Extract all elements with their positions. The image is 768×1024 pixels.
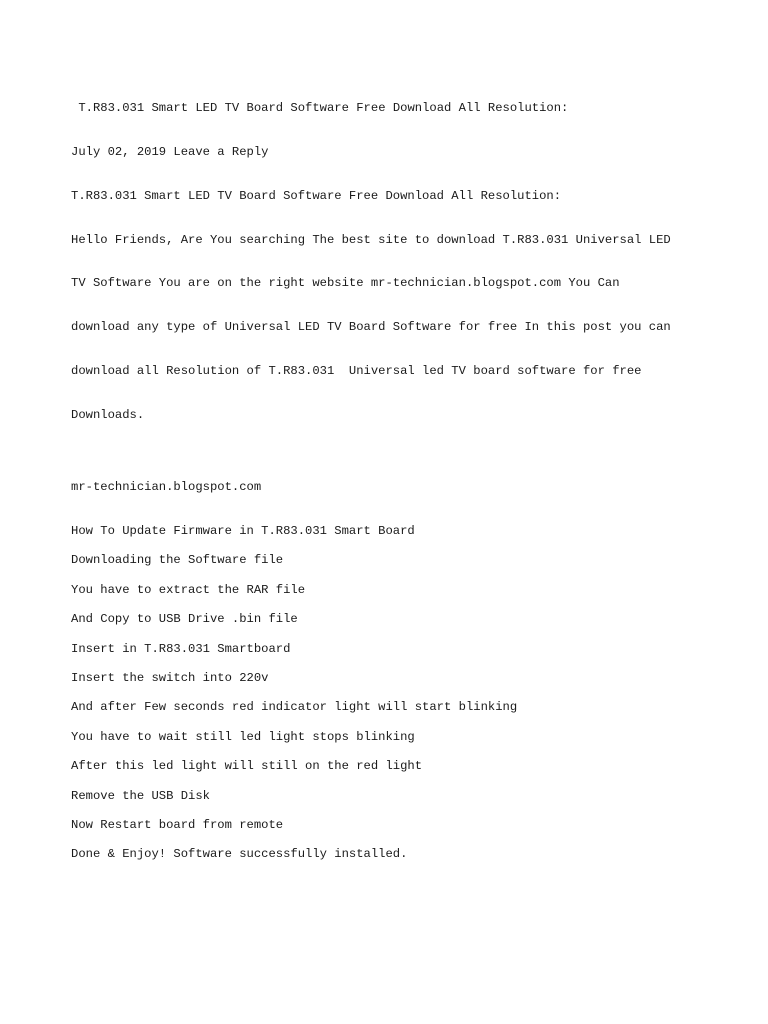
step-item: You have to wait still led light stops blinking (71, 729, 415, 744)
intro-line: Hello Friends, Are You searching The best site to download T.R83.031 Universal LED (71, 232, 671, 247)
step-item: After this led light will still on the red light (71, 759, 423, 774)
step-item: Now Restart board from remote (71, 817, 284, 832)
document-page (71, 72, 711, 889)
step-item: And Copy to USB Drive .bin file (71, 612, 298, 627)
intro-line: download any type of Universal LED TV Board Software for free In this post you can (71, 320, 671, 335)
intro-line: download all Resolution of T.R83.031 Universal led TV board software for free (71, 363, 642, 378)
step-item: Insert the switch into 220v (71, 670, 269, 685)
step-item: You have to extract the RAR file (71, 582, 306, 597)
step-item: Done & Enjoy! Software successfully installed. (71, 847, 408, 862)
step-item: How To Update Firmware in T.R83.031 Smart Board (71, 524, 415, 539)
step-item: Remove the USB Disk (71, 788, 210, 803)
post-meta: July 02, 2019 Leave a Reply (71, 144, 269, 159)
intro-line: Downloads. (71, 407, 145, 422)
update-steps-list (71, 524, 711, 877)
step-item: And after Few seconds red indicator light will start blinking (71, 700, 518, 715)
post-title: T.R83.031 Smart LED TV Board Software Free Download All Resolution: (71, 101, 569, 116)
post-subtitle: T.R83.031 Smart LED TV Board Software Free Download All Resolution: (71, 188, 562, 203)
step-item: Downloading the Software file (71, 553, 284, 568)
site-url: mr-technician.blogspot.com (71, 480, 262, 495)
step-item: Insert in T.R83.031 Smartboard (71, 641, 291, 656)
post-header (71, 72, 711, 451)
intro-line: TV Software You are on the right website mr-technician.blogspot.com You Can (71, 276, 620, 291)
